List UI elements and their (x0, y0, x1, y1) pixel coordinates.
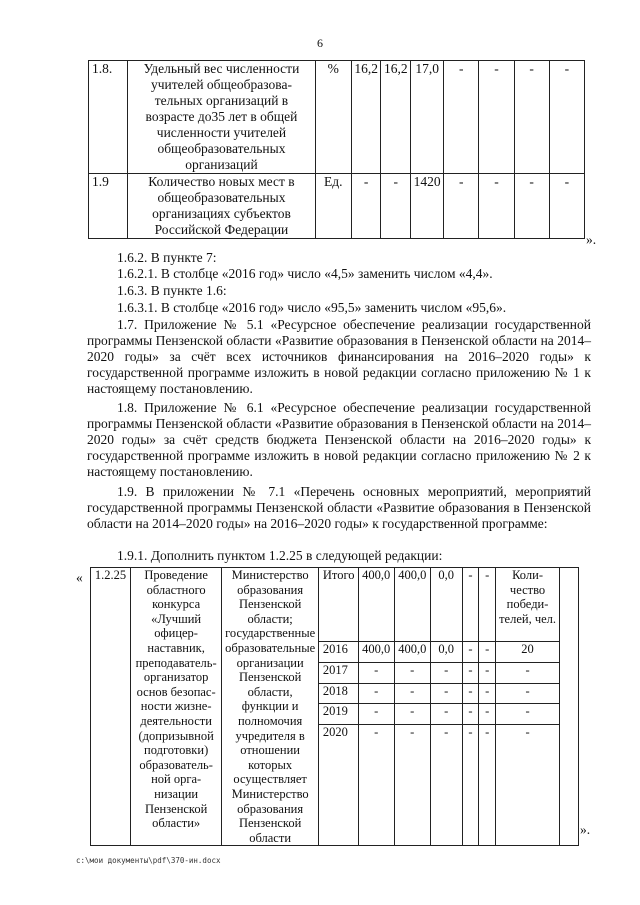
value-cell: 16,2 (381, 61, 411, 174)
paragraph-1-6-3: 1.6.3. В пункте 1.6: (117, 283, 227, 298)
amount-cell: - (462, 725, 479, 846)
amount-cell: - (479, 704, 496, 725)
amount-cell: 0,0 (430, 642, 462, 663)
paragraph-1-6-2-1: 1.6.2.1. В столбце «2016 год» число «4,5» заменить числом «4,4». (117, 266, 493, 281)
amount-cell: - (358, 725, 394, 846)
amount-cell: - (430, 704, 462, 725)
table-row (89, 174, 585, 239)
amount-cell: - (479, 662, 496, 683)
value-cell: - (514, 174, 549, 239)
indicator-name: Удельный вес численности учителей общеобразова-тельных организаций в возрасте до35 лет в общей численности учителей общеобразовательных организаций (128, 61, 315, 174)
value-cell: 1420 (411, 174, 444, 239)
amount-cell: - (462, 662, 479, 683)
paragraph-1-6-3-1: 1.6.3.1. В столбце «2016 год» число «95,5» заменить числом «95,6». (117, 300, 507, 315)
amount-cell: - (394, 662, 430, 683)
indicator-value: - (496, 725, 560, 846)
closing-quote: ». (580, 822, 591, 837)
activity-name: Проведение областного конкурса «Лучший офицер-наставник, преподаватель-организатор основ безопас-ности жизне-деятельности (допризывной подготовки) образователь-ной орга-низации Пензенской области» (130, 568, 221, 846)
value-cell: - (381, 174, 411, 239)
page-number: 6 (317, 36, 323, 50)
amount-cell: 400,0 (394, 642, 430, 663)
amount-cell: 0,0 (430, 568, 462, 642)
amount-cell: - (358, 704, 394, 725)
closing-quote: ». (586, 232, 597, 247)
paragraph-1-8: 1.8. Приложение № 6.1 «Ресурсное обеспечение реализации государственной программы Пензенской области «Развитие образования в Пензенской области на 2014–2020 годы» за счёт средств бюджета Пензенской области на 2016–2020 годы» к государственной программе изложить в новой редакции согласно приложению № 2 к настоящему постановлению. (87, 400, 591, 479)
value-cell: - (444, 174, 479, 239)
value-cell: - (351, 174, 381, 239)
value-cell: - (514, 61, 549, 174)
value-cell: - (479, 174, 514, 239)
amount-cell: 400,0 (358, 642, 394, 663)
indicator-value: 20 (496, 642, 560, 663)
value-cell: - (549, 61, 584, 174)
amount-cell: - (479, 725, 496, 846)
amount-cell: - (462, 683, 479, 704)
unit-cell: % (315, 61, 351, 174)
responsible-executor: Министерство образования Пензенской области; государственные образовательные организации Пензенской области, функции и полномочия учредителя в отношении которых осуществляет Министерство образования Пензенской области (222, 568, 319, 846)
value-cell: - (549, 174, 584, 239)
amount-cell: 400,0 (394, 568, 430, 642)
amount-cell: - (358, 683, 394, 704)
amount-cell: - (358, 662, 394, 683)
paragraph-1-9: 1.9. В приложении № 7.1 «Перечень основных мероприятий, мероприятий государственной программы Пензенской области «Развитие образования в Пензенской области на 2014–2020 годы» на 2016–2020 годы» к государственной программе: (87, 484, 591, 531)
year-cell: Итого (318, 568, 358, 642)
amount-cell: - (479, 568, 496, 642)
paragraph-1-7: 1.7. Приложение № 5.1 «Ресурсное обеспечение реализации государственной программы Пензенской области «Развитие образования в Пензенской области на 2014–2020 годы» за счёт всех источников финансирования на 2016–2020 годы» к государственной программе изложить в новой редакции согласно приложению № 1 к настоящему постановлению. (87, 317, 591, 396)
row-number: 1.8. (89, 61, 128, 174)
paragraph-1-6-2: 1.6.2. В пункте 7: (117, 250, 217, 265)
row-number: 1.9 (89, 174, 128, 239)
amount-cell: - (394, 704, 430, 725)
value-cell: - (444, 61, 479, 174)
value-cell: - (479, 61, 514, 174)
amount-cell: - (394, 683, 430, 704)
amount-cell: 400,0 (358, 568, 394, 642)
indicator-name: Количество новых мест в общеобразовательных организациях субъектов Российской Федерации (128, 174, 315, 239)
footer-file-path: c:\мои документы\pdf\370-ин.docx (76, 856, 221, 865)
paragraph-1-9-1: 1.9.1. Дополнить пунктом 1.2.25 в следующей редакции: (117, 548, 443, 563)
year-cell: 2017 (318, 662, 358, 683)
amount-cell: - (462, 642, 479, 663)
indicator-value: - (496, 683, 560, 704)
amount-cell: - (430, 683, 462, 704)
year-cell: 2018 (318, 683, 358, 704)
indicator-value: - (496, 662, 560, 683)
amount-cell: - (479, 683, 496, 704)
indicator-value: - (496, 704, 560, 725)
year-cell: 2016 (318, 642, 358, 663)
amount-cell: - (394, 725, 430, 846)
amount-cell: - (479, 642, 496, 663)
item-number: 1.2.25 (91, 568, 131, 846)
value-cell: 17,0 (411, 61, 444, 174)
unit-cell: Ед. (315, 174, 351, 239)
value-cell: 16,2 (351, 61, 381, 174)
indicator-name: Коли-чество победи-телей, чел. (496, 568, 560, 642)
table-row (89, 61, 585, 174)
amount-cell: - (430, 725, 462, 846)
empty-cell (560, 568, 579, 846)
amount-cell: - (462, 568, 479, 642)
table-row (91, 568, 579, 642)
indicators-table (88, 60, 585, 239)
year-cell: 2019 (318, 704, 358, 725)
amount-cell: - (462, 704, 479, 725)
year-cell: 2020 (318, 725, 358, 846)
activities-table (90, 567, 579, 846)
amount-cell: - (430, 662, 462, 683)
opening-quote: « (76, 570, 83, 585)
